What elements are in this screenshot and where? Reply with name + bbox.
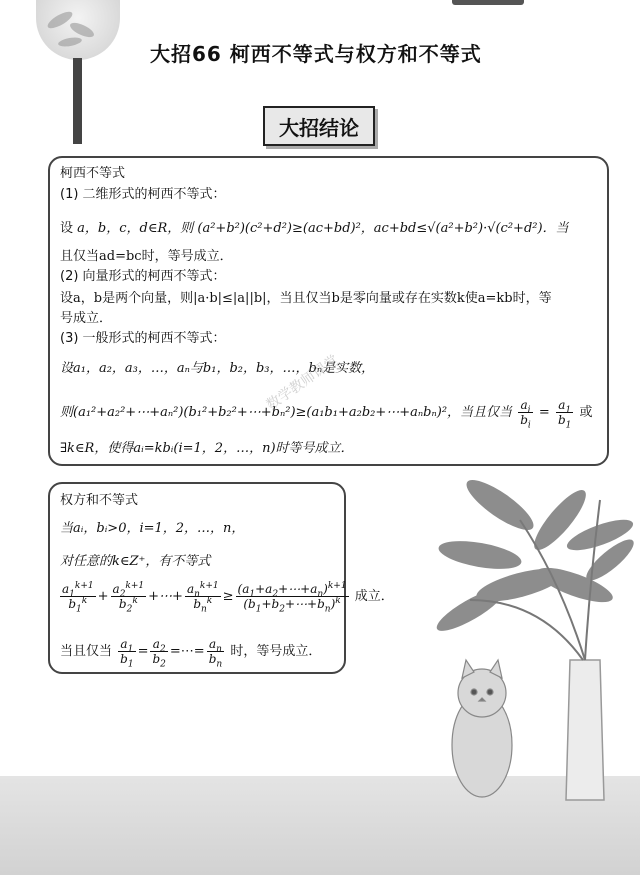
s1-line1 xyxy=(60,220,569,238)
s3-title: (3) 一般形式的柯西不等式： xyxy=(60,331,226,346)
box1-heading: 柯西不等式 xyxy=(60,166,126,181)
watermark: 数学教师课堂 xyxy=(263,352,342,414)
box2-line3-tail: 成立． xyxy=(354,589,394,604)
s3-line2-formula: 则(a₁²+a₂²+⋯+aₙ²)(b₁²+b₂²+⋯+bₙ²)≥(a₁b₁+a₂b₂+⋯+aₙbₙ)²，当且仅当 xyxy=(60,405,513,420)
box2-heading: 权方和不等式 xyxy=(60,493,139,508)
s1-title: (1) 二维形式的柯西不等式： xyxy=(60,187,226,202)
s2-line1: 设a，b是两个向量，则|a·b|≤|a||b|，当且仅当b是零向量或存在实数k使a=kb时，等 xyxy=(60,291,552,306)
s1-line1-formula: (a²+b²)(c²+d²)≥(ac+bd)²，ac+bd≤√(a²+b²)·√(c²+d²)．当 xyxy=(197,221,569,236)
s3-line3: ∃k∈R，使得aᵢ=kbᵢ(i=1，2，…，n)时等号成立． xyxy=(60,441,354,456)
box2-line4-suffix: 时，等号成立． xyxy=(230,644,322,659)
s3-line1: 设a₁，a₂，a₃，…，aₙ与b₁，b₂，b₃，…，bₙ是实数， xyxy=(60,361,375,376)
vase-icon xyxy=(566,660,604,800)
box2-line4-prefix: 当且仅当 xyxy=(60,644,113,659)
cat-icon xyxy=(452,660,512,797)
fraction-a1-b1-const: $\frac{a_1}{b_1}$ xyxy=(557,398,572,431)
box2-line2: 对任意的k∈Z⁺，有不等式 xyxy=(60,554,211,569)
s3-line2: 则(a₁²+a₂²+⋯+aₙ²)(b₁²+b₂²+⋯+bₙ²)≥(a₁b₁+a₂b₂+⋯+aₙbₙ)²，当且仅当 $\frac{a_i}{b_i}$ = $\frac{a_1}{b_1}$ 或 xyxy=(60,398,593,431)
fraction-a1-b1: $\frac{a_i}{b_i}$ xyxy=(520,398,531,431)
s1-line1-prefix: 设 xyxy=(60,221,74,236)
s3-line2-or: 或 xyxy=(579,405,593,420)
box2-line3: $\frac{a_1^{k+1}}{b_1^k}$ + $\frac{a_2^{k+1}}{b_2^k}$ +⋯+ $\frac{a_n^{k+1}}{b_n^k}$ ≥ $\frac{(a_1+a_2+\cdots+a_n)^{k+1}}{(b_1+b_2+\cdots+b_n)^k}$ 成立． xyxy=(62,581,394,615)
page-title: 大招66 柯西不等式与权方和不等式 xyxy=(150,42,482,66)
s1-line1-vars: a，b，c，d∈R，则 xyxy=(77,221,194,236)
s2-line2: 号成立． xyxy=(60,311,113,326)
s1-line2: 且仅当ad=bc时，等号成立． xyxy=(60,249,233,264)
s2-title: (2) 向量形式的柯西不等式： xyxy=(60,269,226,284)
box2-line4: 当且仅当 $\frac{a_1}{b_1}$ = $\frac{a_2}{b_2}$ =⋯= $\frac{a_n}{b_n}$ 时，等号成立． xyxy=(60,637,322,670)
box2-line1: 当aᵢ，bᵢ>0，i=1，2，…，n， xyxy=(60,521,245,536)
section-tag: 大招结论 xyxy=(263,106,375,146)
